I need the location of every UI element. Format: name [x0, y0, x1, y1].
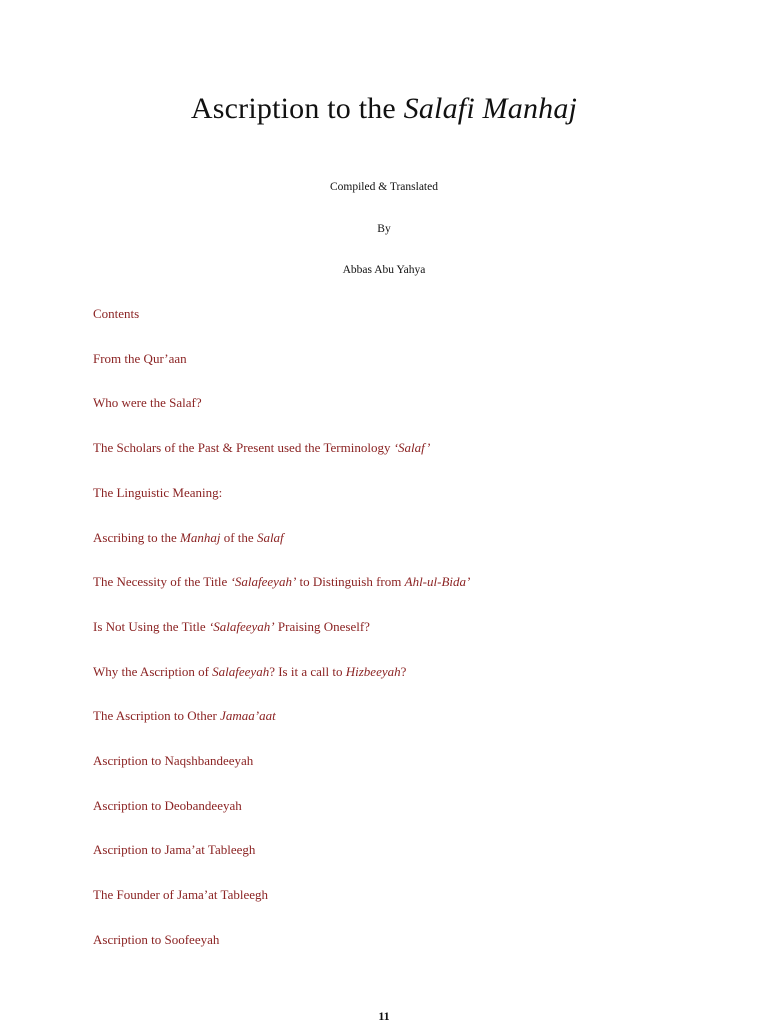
- toc-link-text: Who were the Salaf?: [93, 395, 202, 410]
- toc-link[interactable]: [93, 351, 187, 367]
- toc-link[interactable]: [93, 530, 284, 546]
- compiled-line: Compiled & Translated: [330, 181, 438, 193]
- toc-link[interactable]: [93, 753, 253, 769]
- toc-link-text: ‘Salafeeyah’: [208, 619, 275, 634]
- toc-link-text: ? Is it a call to: [269, 664, 346, 679]
- toc-link-text: The Linguistic Meaning:: [93, 485, 223, 500]
- toc-link[interactable]: [93, 932, 219, 948]
- toc-link-text: The Scholars of the Past & Present used the Terminology: [93, 440, 394, 455]
- toc-link[interactable]: [93, 664, 406, 680]
- toc-link-text: The Ascription to Other: [93, 708, 221, 723]
- toc-link-text: Salaf: [256, 530, 284, 545]
- toc-link-text: ‘Salaf’: [393, 440, 431, 455]
- toc-link-text: Ascription to Soofeeyah: [93, 932, 220, 947]
- title-italic: Salafi Manhaj: [403, 92, 578, 125]
- by-line: By: [377, 223, 391, 235]
- toc-link[interactable]: [93, 574, 470, 590]
- toc-link-text: From the Qur’aan: [93, 351, 187, 366]
- toc-link-text: to Distinguish from: [296, 574, 405, 589]
- toc-link[interactable]: [93, 395, 202, 411]
- toc-link-text: The Necessity of the Title: [93, 574, 231, 589]
- toc-link[interactable]: [93, 440, 430, 456]
- toc-link-text: Manhaj: [180, 530, 221, 545]
- toc-link-text: Jamaa’aat: [220, 708, 276, 723]
- toc-link[interactable]: [93, 485, 222, 501]
- toc-link-text: ?: [400, 664, 407, 679]
- toc-link[interactable]: [93, 887, 268, 903]
- toc-link[interactable]: [93, 842, 255, 858]
- toc-link-text: Hizbeeyah: [345, 664, 401, 679]
- toc-link[interactable]: [93, 619, 370, 635]
- toc-link[interactable]: [93, 798, 242, 814]
- toc-link-text: Praising Oneself?: [274, 619, 370, 634]
- toc-link-text: Is Not Using the Title: [93, 619, 209, 634]
- page-number: 11: [378, 1009, 390, 1023]
- toc-link[interactable]: [93, 306, 139, 322]
- toc-link-text: The Founder of Jama’at Tableegh: [93, 887, 269, 902]
- toc-link-text: Ascription to Deobandeeyah: [93, 798, 242, 813]
- toc-link-text: Ahl-ul-Bida’: [404, 574, 471, 589]
- document-title: [0, 92, 768, 126]
- toc-link-text: of the: [220, 530, 257, 545]
- toc-link-text: ‘Salafeeyah’: [230, 574, 297, 589]
- toc-link-text: Ascription to Jama’at Tableegh: [93, 842, 256, 857]
- toc-link-text: Salafeeyah: [212, 664, 270, 679]
- toc-link-text: Why the Ascription of: [93, 664, 213, 679]
- title-main: Ascription to the: [190, 92, 404, 125]
- toc-link-text: Ascribing to the: [93, 530, 181, 545]
- toc-link-text: Contents: [93, 306, 140, 321]
- toc-link-text: Ascription to Naqshbandeeyah: [93, 753, 254, 768]
- author-line: Abbas Abu Yahya: [342, 264, 426, 276]
- toc-link[interactable]: [93, 708, 276, 724]
